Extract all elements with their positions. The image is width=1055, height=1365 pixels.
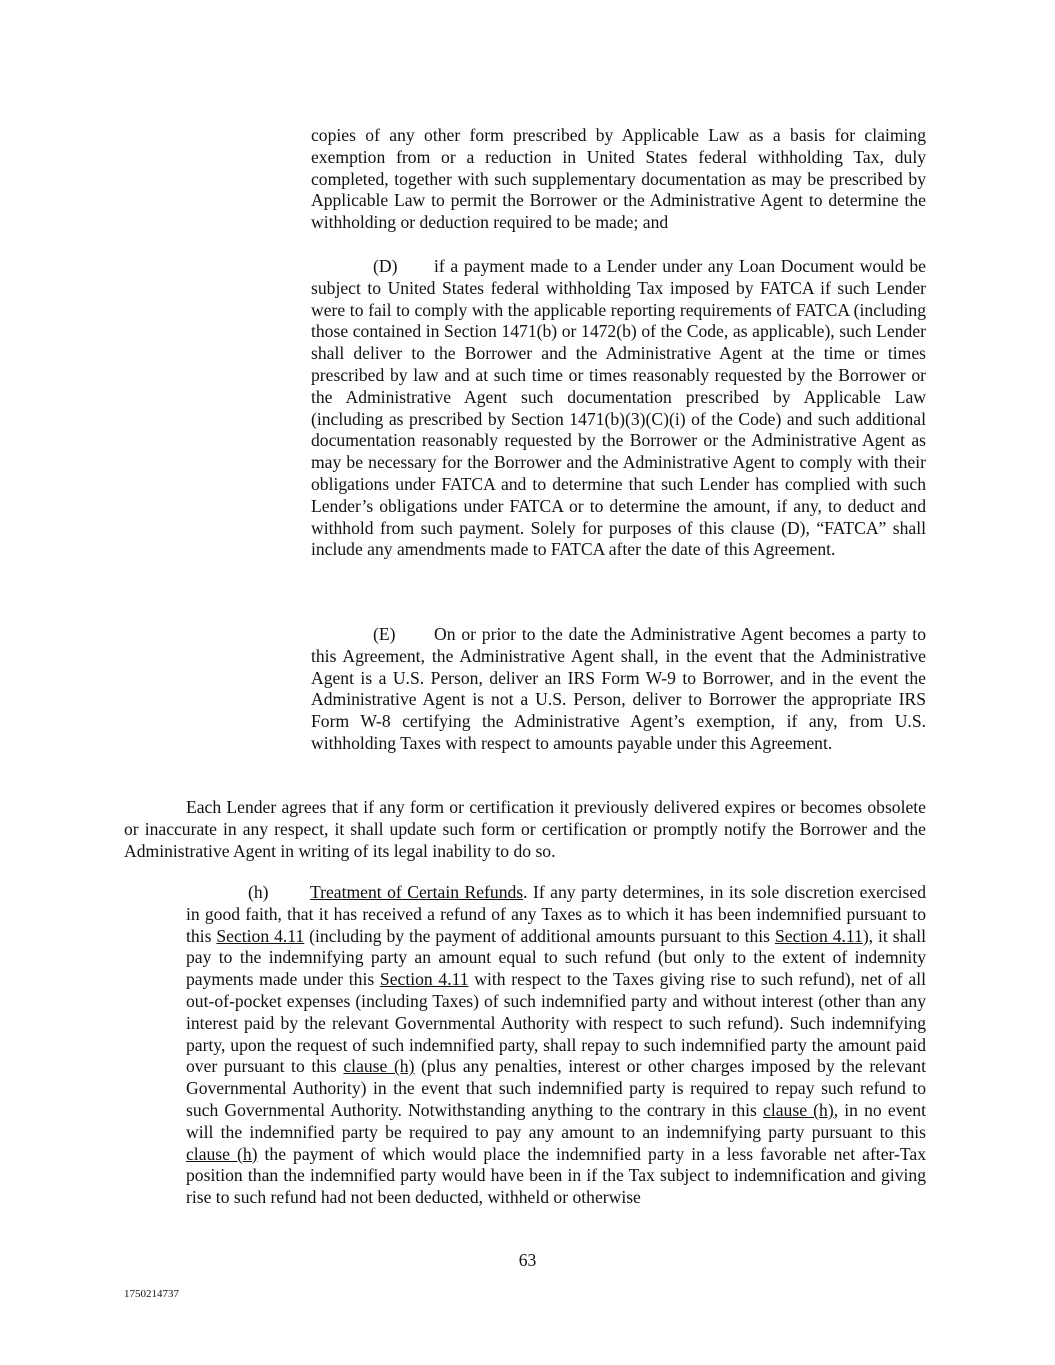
section-reference-link: Section 4.11: [774, 925, 863, 946]
clause-h-text-3: ), it shall pay to the indemnifying party an amount equal to such refund (but only to the extent of indemnity payments made under this: [186, 925, 926, 990]
clause-reference-link: clause (h): [343, 1056, 415, 1077]
clause-d-text: if a payment made to a Lender under any Loan Document would be subject to United States federal withholding Tax imposed by FATCA if such Lender were to fail to comply with the applicable reporting requirements of FATCA (including those contained in Section 1471(b) or 1472(b) of the Code, as applicable), such Lender shall deliver to the Borrower and the Administrative Agent at the time or times prescribed by law and at such time or times reasonably requested by the Borrower or the Administrative Agent such documentation prescribed by Applicable Law (including as prescribed by Section 1471(b)(3)(C)(i) of the Code) and such additional documentation reasonably requested by the Borrower or the Administrative Agent as may be necessary for the Borrower and the Administrative Agent to comply with their obligations under FATCA and to determine that such Lender has complied with such Lender’s obligations under FATCA or to determine the amount, if any, to deduct and withhold from such payment. Solely for purposes of this clause (D), “FATCA” shall include any amendments made to FATCA after the date of this Agreement.: [311, 256, 926, 560]
clause-h-text-7: the payment of which would place the indemnified party in a less favorable net after-Tax position than the indemnified party would have been in if the Tax subject to indemnification and giving rise to such refund had not been deducted, withheld or otherwise: [186, 1143, 926, 1208]
page-number: 63: [518, 1250, 537, 1270]
section-reference-link: Section 4.11: [379, 969, 469, 990]
clause-h-text-6: , in no event will the indemnified party be required to pay any amount to an indemnifying party pursuant to this: [186, 1099, 926, 1142]
clause-h-text-1: . If any party determines, in its sole discretion exercised in good faith, that it has received a refund of any Taxes as to which it has been indemnified pursuant to this: [186, 882, 926, 946]
clause-reference-link: clause (h): [186, 1143, 258, 1164]
clause-reference-link: clause (h): [763, 1099, 834, 1120]
clause-e-label: (E): [373, 624, 396, 644]
clause-e-text: On or prior to the date the Administrative Agent becomes a party to this Agreement, the Administrative Agent shall, in the event that the Administrative Agent is a U.S. Person, deliver an IRS Form W-9 to Borrower, and in the event the Administrative Agent is not a U.S. Person, deliver to Borrower the appropriate IRS Form W-8 certifying the Administrative Agent’s exemption, if any, from U.S. withholding Taxes with respect to amounts payable under this Agreement.: [311, 624, 926, 753]
clause-h-text-4: with respect to the Taxes giving rise to such refund), net of all out-of-pocket expenses (including Taxes) of such indemnified party and without interest (other than any interest paid by the relevant Governmental Authority with respect to such refund). Such indemnifying party, upon the request of such indemnified party, shall repay to such indemnified party the amount paid over pursuant to this: [186, 969, 926, 1077]
clause-d-label: (D): [373, 256, 398, 276]
document-id: 1750214737: [124, 1288, 179, 1300]
clause-h-heading: Treatment of Certain Refunds: [310, 882, 524, 902]
paragraph-lender-agreement: [124, 797, 926, 862]
clause-h-text-2: (including by the payment of additional amounts pursuant to this: [304, 925, 775, 946]
paragraph-h: [186, 882, 926, 1209]
paragraph-form-text: copies of any other form prescribed by Applicable Law as a basis for claiming exemption from or a reduction in United States federal withholding Tax, duly completed, together with such supplementary documentation as may be prescribed by Applicable Law to permit the Borrower or the Administrative Agent to determine the withholding or deduction required to be made; and: [311, 125, 926, 233]
paragraph-e: [311, 624, 926, 755]
lender-agreement-text: Each Lender agrees that if any form or certification it previously delivered expires or becomes obsolete or inaccurate in any respect, it shall update such form or certification or promptly notify the Borrower and the Administrative Agent in writing of its legal inability to do so.: [124, 797, 926, 861]
clause-h-label: (h): [248, 882, 269, 902]
paragraph-form-continuation: [311, 125, 926, 234]
clause-h-text-5: (plus any penalties, interest or other charges imposed by the relevant Governmental Authority) in the event that such indemnified party is required to repay such refund to such Governmental Authority. Notwithstanding anything to the contrary in this: [186, 1056, 926, 1120]
paragraph-d: [311, 256, 926, 561]
section-reference-link: Section 4.11: [216, 925, 305, 946]
